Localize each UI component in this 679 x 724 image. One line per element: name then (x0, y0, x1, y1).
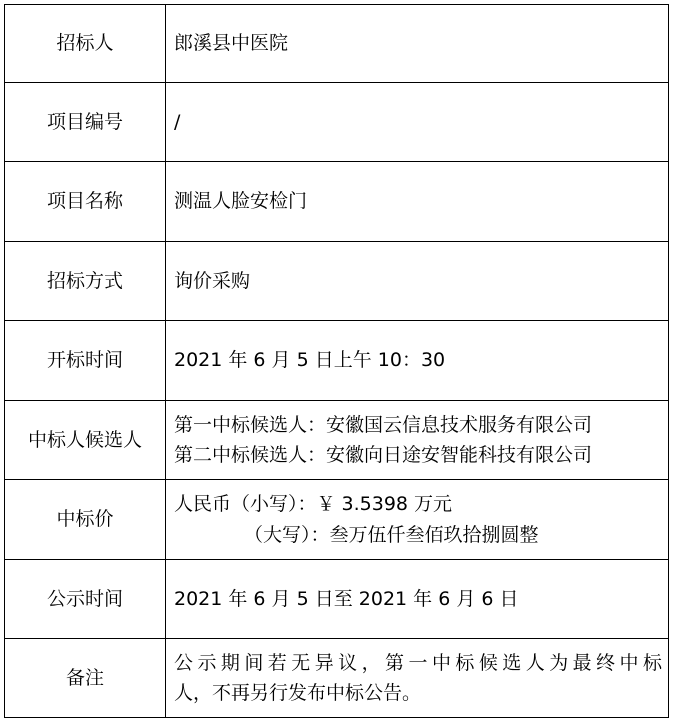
value-project-name: 测温人脸安检门 (166, 162, 669, 242)
table-row (5, 83, 669, 162)
label-bid-price: 中标价 (5, 480, 166, 560)
label-remarks: 备注 (5, 639, 166, 718)
table-row (5, 242, 669, 321)
price-uppercase: （大写）：叁万伍仟叁佰玖拾捌圆整 (244, 523, 539, 546)
table-row (5, 321, 669, 401)
value-project-number: / (166, 83, 669, 162)
table-row (5, 639, 669, 718)
label-publicity-time: 公示时间 (5, 560, 166, 639)
value-remarks (166, 639, 669, 718)
table-row (5, 5, 669, 83)
label-opening-time: 开标时间 (5, 321, 166, 401)
value-bid-price (166, 480, 669, 560)
value-opening-time: 2021 年 6 月 5 日上午 10：30 (166, 321, 669, 401)
value-publicity-time: 2021 年 6 月 5 日至 2021 年 6 月 6 日 (166, 560, 669, 639)
label-project-name: 项目名称 (5, 162, 166, 242)
table-row (5, 401, 669, 480)
label-tenderer: 招标人 (5, 5, 166, 83)
label-candidates: 中标人候选人 (5, 401, 166, 480)
price-lowercase: 人民币（小写）：￥ 3.5398 万元 (174, 493, 453, 516)
label-tender-method: 招标方式 (5, 242, 166, 321)
table-row (5, 560, 669, 639)
remarks-line-2: 人，不再另行发布中标公告。 (174, 682, 422, 704)
value-tenderer: 郎溪县中医院 (166, 5, 669, 83)
table-row (5, 480, 669, 560)
remarks-line-1: 公示期间若无异议，第一中标候选人为最终中标 (174, 651, 662, 674)
table-row (5, 162, 669, 242)
bid-result-table (4, 4, 669, 718)
value-candidates (166, 401, 669, 480)
first-candidate: 第一中标候选人：安徽国云信息技术服务有限公司 (174, 413, 593, 436)
second-candidate: 第二中标候选人：安徽向日途安智能科技有限公司 (174, 444, 593, 466)
label-project-number: 项目编号 (5, 83, 166, 162)
value-tender-method: 询价采购 (166, 242, 669, 321)
